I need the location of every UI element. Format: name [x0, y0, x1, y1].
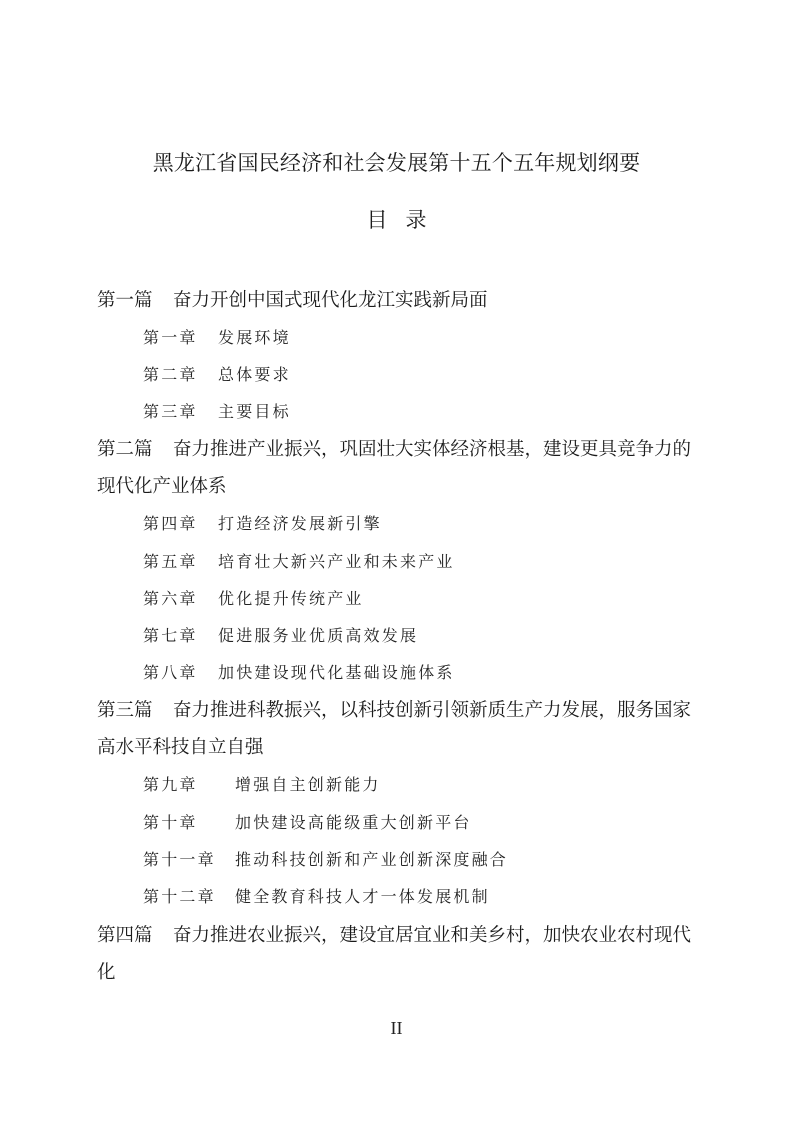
toc-part-1[interactable]: [97, 282, 707, 319]
toc-part-2[interactable]: [97, 431, 707, 505]
toc-part-3[interactable]: [97, 692, 707, 766]
part-label: 第一篇: [97, 290, 153, 311]
part-label: 第四篇: [97, 925, 153, 946]
chapter-title: 推动科技创新和产业创新深度融合: [235, 850, 509, 869]
chapter-title: 优化提升传统产业: [218, 589, 364, 608]
toc-chapter-9[interactable]: [143, 773, 381, 797]
chapter-label: 第八章: [143, 663, 198, 682]
toc-chapter-1[interactable]: [143, 326, 291, 350]
chapter-label: 第十章: [143, 813, 198, 832]
toc-chapter-3[interactable]: [143, 400, 291, 424]
toc-chapter-4[interactable]: [143, 512, 382, 536]
document-title: 黑龙江省国民经济和社会发展第十五个五年规划纲要: [152, 151, 641, 175]
page-number: II: [390, 1018, 403, 1038]
chapter-label: 第十二章: [143, 887, 216, 906]
toc-chapter-7[interactable]: [143, 624, 418, 648]
chapter-title: 发展环境: [218, 328, 291, 347]
toc-chapter-8[interactable]: [143, 661, 455, 685]
chapter-title: 主要目标: [218, 402, 291, 421]
chapter-label: 第一章: [143, 328, 198, 347]
chapter-label: 第四章: [143, 514, 198, 533]
chapter-label: 第二章: [143, 365, 198, 384]
chapter-title: 健全教育科技人才一体发展机制: [235, 887, 490, 906]
toc-chapter-6[interactable]: [143, 587, 364, 611]
chapter-label: 第九章: [143, 775, 198, 794]
toc-chapter-5[interactable]: [143, 550, 455, 574]
chapter-label: 第十一章: [143, 850, 216, 869]
chapter-label: 第七章: [143, 626, 198, 645]
chapter-title: 增强自主创新能力: [235, 775, 381, 794]
chapter-label: 第三章: [143, 402, 198, 421]
toc-chapter-11[interactable]: [143, 848, 508, 872]
toc-part-4[interactable]: [97, 917, 707, 991]
toc-chapter-2[interactable]: [143, 363, 291, 387]
part-title: 奋力推进产业振兴，巩固壮大实体经济根基，建设更具竞争力的现代化产业体系: [97, 439, 692, 497]
chapter-title: 加快建设高能级重大创新平台: [235, 813, 472, 832]
chapter-label: 第六章: [143, 589, 198, 608]
part-title: 奋力推进科教振兴，以科技创新引领新质生产力发展，服务国家高水平科技自立自强: [97, 700, 692, 758]
chapter-title: 打造经济发展新引擎: [218, 514, 382, 533]
part-label: 第三篇: [97, 700, 153, 721]
part-title: 奋力开创中国式现代化龙江实践新局面: [173, 290, 488, 311]
chapter-title: 加快建设现代化基础设施体系: [218, 663, 455, 682]
toc-chapter-10[interactable]: [143, 811, 472, 835]
chapter-title: 促进服务业优质高效发展: [218, 626, 419, 645]
toc-chapter-12[interactable]: [143, 885, 490, 909]
chapter-title: 培育壮大新兴产业和未来产业: [218, 552, 455, 571]
part-title: 奋力推进农业振兴，建设宜居宜业和美乡村，加快农业农村现代化: [97, 925, 692, 983]
chapter-title: 总体要求: [218, 365, 291, 384]
toc-heading: 目录: [366, 208, 445, 232]
chapter-label: 第五章: [143, 552, 198, 571]
part-label: 第二篇: [97, 439, 153, 460]
